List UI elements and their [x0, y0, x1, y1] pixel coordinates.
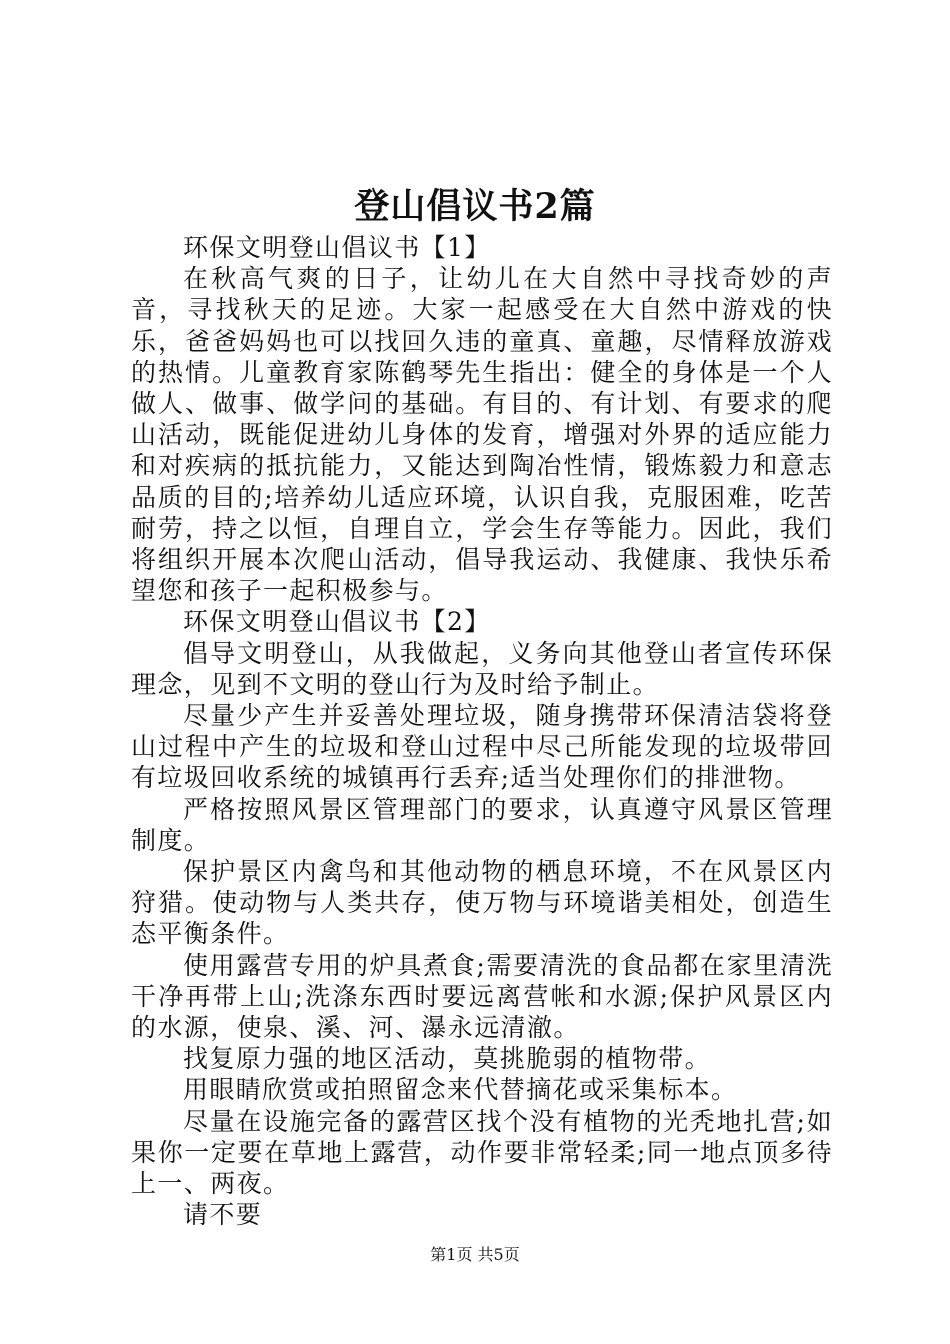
- paragraph: 尽量在设施完备的露营区找个没有植物的光秃地扎营;如果你一定要在草地上露营，动作要非常轻柔;同一地点顶多待上一、两夜。: [131, 1106, 833, 1199]
- paragraph: 保护景区内禽鸟和其他动物的栖息环境，不在风景区内狩猎。使动物与人类共存，使万物与环境谐美相处，创造生态平衡条件。: [131, 857, 833, 949]
- paragraph: 请不要: [183, 1200, 263, 1230]
- paragraph: 找复原力强的地区活动，莫挑脆弱的植物带。: [183, 1044, 712, 1074]
- paragraph: 使用露营专用的炉具煮食;需要清洗的食品都在家里清洗干净再带上山;洗涤东西时要远离营帐和水源;保护风景区内的水源，使泉、溪、河、瀑永远清澈。: [131, 950, 833, 1043]
- paragraph: 用眼睛欣赏或拍照留念来代替摘花或采集标本。: [183, 1075, 738, 1105]
- page-number-footer: 第1页 共5页: [430, 1245, 520, 1264]
- paragraph: 在秋高气爽的日子，让幼儿在大自然中寻找奇妙的声音，寻找秋天的足迹。大家一起感受在大自然中游戏的快乐，爸爸妈妈也可以找回久违的童真、童趣，尽情释放游戏的热情。儿童教育家陈鹤琴先生指出：健全的身体是一个人做人、做事、做学问的基础。有目的、有计划、有要求的爬山活动，既能促进幼儿身体的发育，增强对外界的适应能力和对疾病的抵抗能力，又能达到陶冶性情，锻炼毅力和意志品质的目的;培养幼儿适应环境，认识自我，克服困难，吃苦耐劳，持之以恒，自理自立，学会生存等能力。因此，我们将组织开展本次爬山活动，倡导我运动、我健康、我快乐希望您和孩子一起积极参与。: [131, 264, 833, 606]
- paragraph: 严格按照风景区管理部门的要求，认真遵守风景区管理制度。: [131, 794, 833, 855]
- paragraph: 尽量少产生并妥善处理垃圾，随身携带环保清洁袋将登山过程中产生的垃圾和登山过程中尽己所能发现的垃圾带回有垃圾回收系统的城镇再行丢弃;适当处理你们的排泄物。: [131, 701, 833, 793]
- paragraph: 倡导文明登山，从我做起，义务向其他登山者宣传环保理念，见到不文明的登山行为及时给予制止。: [131, 638, 833, 699]
- section-heading-1: 环保文明登山倡议书【1】: [183, 233, 491, 262]
- section-heading-2: 环保文明登山倡议书【2】: [183, 607, 491, 637]
- document-body: [131, 232, 833, 1231]
- document-title: 登山倡议书2篇: [354, 186, 596, 227]
